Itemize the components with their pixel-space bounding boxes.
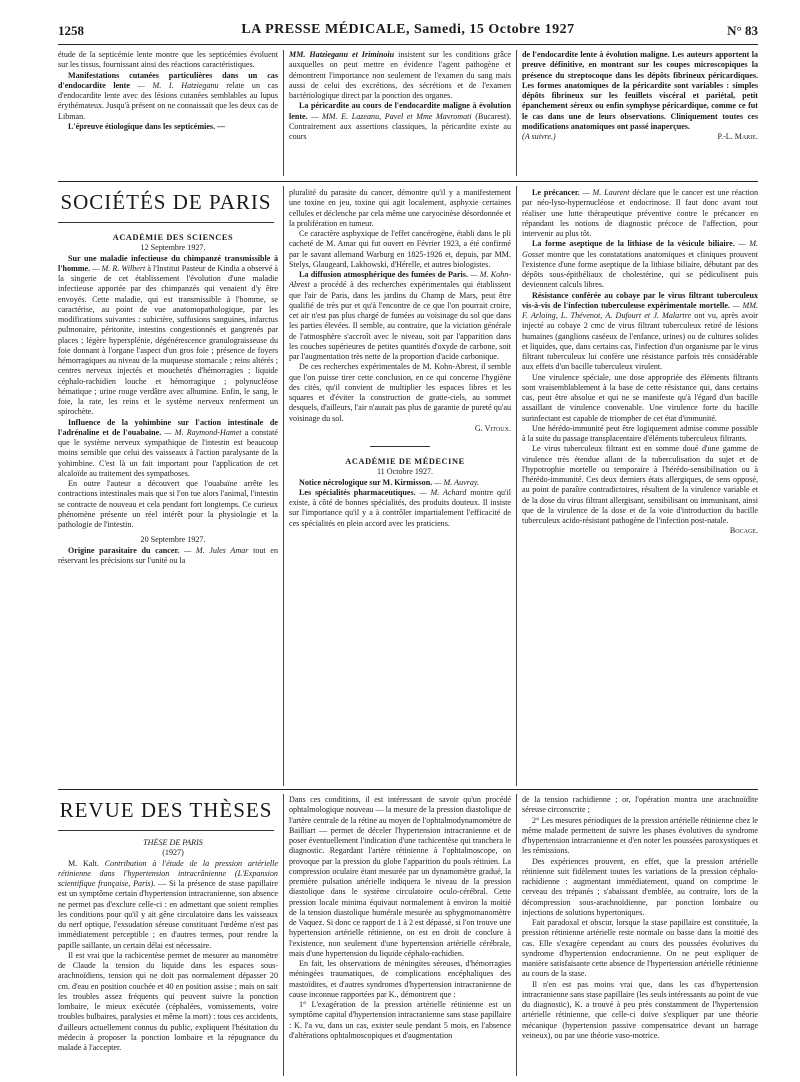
paragraph: De ces recherches expérimentales de M. Kohn-Abrest, il semble que l'on puisse tirer cette conclusion, en ce qui concerne l'hygiène des cités, qu'il convient de multiplier les espaces libres et les squares et d'éviter la construction de gratte-ciels, au sommet desquels, d'ailleurs, l'air n'aurait pas plus de garantie de pureté qu'au voisinage du sol.: [289, 362, 511, 423]
paragraph: Une virulence spéciale, une dose appropriée des éléments filtrants sont vraisemblablement à la base de cette résistance qui, dans certains cas, peut être absolue et qui ne se manifeste qu'à l'égard d'un bacille assaillant de virulence convenable. Une virulence forte du bacille surinfectant est capable de triompher de cet état d'immunité.: [522, 372, 758, 423]
paragraph: En fait, les observations de méningites séreuses, d'hémorragies méningées traumatiques, de complications encéphaliques des mastoïdites, et d'autres syndromes d'hypertension intracranienne de cause inconnue rapportées par K., démontrent que :: [289, 959, 511, 999]
paragraph: Les spécialités pharmaceutiques. — M. Achard montre qu'il existe, à côté de bonnes spécialités, des produits douteux. Il insiste sur l'importance qu'il y a à contrôler impartialement l'efficacité de ces spécialités en plein accord avec les praticiens.: [289, 487, 511, 528]
column-rule: [516, 794, 517, 1076]
paragraph: Il est vrai que la rachicentèse permet de mesurer au manomètre de Claude la tension du liquide dans les espaces sous-arachnoïdiens, tension qui ne doit pas normalement dépasser 20 cm. d'eau en position couchée et 40 en position assise ; mais on sait les troubles assez fréquents qui peuvent suivre la ponction lombaire, le mieux exécutée (céphalées, vomissements, voire troubles bulbaires, paralysies et même la mort) : tous ces accidents, d'ailleurs actuellement connus du public, expliquent l'hésitation du médecin à proposer la ponction lombaire et la répugnance du malade à l'accepter.: [58, 950, 278, 1052]
section-rule: [58, 789, 758, 790]
paragraph: de l'endocardite lente à évolution maligne. Les auteurs apportent la preuve définitive, en montrant sur les coupes microscopiques la présence du streptocoque dans les dépôts fibrineux péricardiques. Les formes anatomiques de la péricardite sont variables : simples dépôts fibrineux sur les feuillets viscéral et pariétal, petit épanchement séreux ou enfin symphyse péricardique, comme ce fut le cas dans une de leurs observations. Cliniquement toutes ces modifications anatomiques ont passé inaperçues.: [522, 50, 758, 131]
entry-heading: Le précancer.: [532, 188, 580, 197]
section-title-theses: REVUE DES THÈSES: [59, 798, 273, 822]
entry-author: — M. Gosset: [522, 239, 758, 259]
entry-author: — M. Achard: [419, 487, 467, 497]
paragraph: Le virus tuberculeux filtrant est en somme doué d'une gamme de virulence très étendue allant de la tuberculisation du sujet et de l'hypotrophie mortelle ou temporaire à l'hérédo-sensibilisation ou à l'hérédo-immunité. Ces deux derniers états allergiques, de sens opposé, au point de paraître contradictoires, résultent de la virulence variable et de la dose du virus filtrant allergisant, sensibilisant ou immunisant, ainsi que de la virulence de la dose et de la voie d'introduction du bacille tuberculeux acido-résistant pathogène de l'infection post-natale.: [522, 444, 758, 525]
issue-number: N° 83: [727, 23, 758, 38]
session-date: 11 Octobre 1927.: [376, 467, 434, 477]
paragraph: M. Kalt. Contribution à l'étude de la pression artérielle rétinienne dans l'hypertension intracrânienne (L'Expansion scientifique française, Paris). — Si la présence de stase papillaire est un symptôme certain d'hypertension intracranienne, son absence ne permet pas d'exclure celle-ci : en admettant que soient remplies les conditions pour qu'il y ait gêne circulatoire dans les vaisseaux du nerf optique, l'exsudation séreuse constituant l'œdème n'est pas immédiatement perceptible ; en d'autres termes, pour rendre la papille saillante, un certain délai est nécessaire.: [58, 858, 278, 950]
entry-heading: Les spécialités pharmaceutiques.: [299, 487, 416, 497]
entry-author: — M. Auvray.: [434, 477, 480, 487]
thesis-author: M. Kalt.: [68, 858, 99, 868]
paragraph: Dans ces conditions, il est intéressant de savoir qu'un procédé ophtalmologique nouveau — la mesure de la pression diastolique de l'artère centrale de la rétine au moyen de l'ophtalmodynamomètre de Bailliart — permet de déceler l'hypertension intracranienne et de poser éventuellement l'indication d'une rachicentèse qui tranchera le diagnostic. Regardant l'artère rétinienne à l'ophtalmoscope, on provoque par la pression du globe l'apparition du pouls rétinien. La compression oculaire étant mesurée par un dynamomètre gradué, la première pulsation artérielle indiquera le niveau de la pression diastolique dans le système circulatoire oculo-cérébral. Cette pression locale minima équivaut normalement à environ la moitié de la tension diastolique humérale mesurée au sphygmomanomètre de Vaquez. Si donc ce rapport de 1 à 2 est dépassé, si l'on trouve une hypertension artérielle rétinienne, on est en droit de conclure à l'existence, non seulement d'une hypertension artérielle cérébrale, mais d'une hypertension du liquide céphalo-rachidien.: [289, 795, 511, 958]
paragraph: [289, 478, 511, 488]
thesis-year: (1927): [162, 848, 184, 858]
title-rule: [58, 222, 274, 223]
top-column-1: [58, 50, 278, 178]
paragraph: Origine parasitaire du cancer. — M. Jules Amar tout en réservant les précisions sur l'unité ou la: [58, 545, 278, 565]
entry-author: — M. Jules Amar: [184, 545, 249, 555]
paragraph: Des expériences prouvent, en effet, que la pression artérielle rétinienne suit fidèlement toutes les variations de la pression céphalo-rachidienne : augmentant immédiatement, quand on comprime le cerveau des trépanés ; s'abaissant d'emblée, au contraire, lors de la décompression sous-arachnoïdienne, par ponction lombaire ou injections de solutions hypertoniques.: [522, 856, 758, 917]
entry-heading: La forme aseptique de la lithiase de la vésicule biliaire.: [532, 239, 735, 249]
entry-heading: Influence de la yohimbine sur l'action intestinale de l'adrénaline et de l'ouabaïne.: [58, 417, 278, 437]
paragraph: La forme aseptique de la lithiase de la vésicule biliaire. — M. Gosset montre que les constatations anatomiques et cliniques prouvent l'existence d'une forme aseptique de la lithiase biliaire, débutant par des dépôts sous-épithéliaux de cholestérine, qui se pédiculisent puis deviennent calculs libres.: [522, 239, 758, 290]
entry-author: — M. Laurent: [582, 188, 630, 197]
paragraph: étude de la septicémie lente montre que les septicémies évoluent sur les tissus, fournissant ainsi des réactions caractéristiques.: [58, 50, 278, 70]
header-rule: [58, 44, 758, 45]
signature-line: (A suivre.) P.-L. Marie.: [522, 132, 758, 141]
paragraph: La diffusion atmosphérique des fumées de Paris. — M. Kohn-Abrest a procédé à des recherches expérimentales qui établissent que l'air de Paris, dans les jardins du Champ de Mars, peut être qualifié de très pur et qu'à l'encontre de ce que l'on pourrait croire, cet air n'est pas plus chargé de fumées au voisinage du sol que dans les parties élevées. Il semble, au contraire, que la viciation générale de l'atmosphère s'accroît avec le niveau, soit par l'apparition dans les couches supérieures de petites quantités d'oxyde de carbone, soit par l'augmentation très nette de la proportion d'acide carbonique.: [289, 270, 511, 361]
column-rule: [283, 186, 284, 786]
entry-author: — M. I. Hatzieganu: [137, 80, 219, 90]
session-date: 20 Septembre 1927.: [140, 535, 206, 545]
paragraph: [58, 122, 278, 132]
paragraph: Sur une maladie infectieuse du chimpanzé transmissible à l'homme. — M. R. Wilbert à l'Institut Pasteur de Kindia a observé à la singerie de cet établissement l'évolution d'une maladie infectieuse apportée par des chimpanzés qui venaient d'y être envoyés. Cette maladie, qui est transmissible à l'homme, se caractérise, au point de vue anatomopathologique, par les modifications suivantes : subictère, suffusions sanguines, infarctus pulmonaire, péritonite, intestins congestionnés et gangrenés par places ; légère hypersplénie, dégénérescence granulograisseuse du foie donnant à l'organe l'aspect d'un gros foie ; présence de foyers hémorragiques au niveau de la muqueuse stomacale ; reins altérés ; centres nerveux injectés et mouchetés d'hémorragies ; liquide céphalo-rachidien louche et hémorragique ; polynucléose hématique ; urine rouge verdâtre avec albumine. Enfin, le sang, le foie, la rate, les reins et le système nerveux renferment un spirochète.: [58, 253, 278, 417]
signature: Bocage.: [729, 526, 758, 536]
entry-author: — MM. F. Arloing, L. Thévenot, A. Dufourt et J. Malartre: [522, 300, 758, 320]
entry-heading: La péricardite au cours de l'endocardite maligne à évolution lente.: [289, 101, 511, 121]
theses-column-1: [58, 838, 278, 1074]
paragraph: pluralité du parasite du cancer, démontre qu'il y a manifestement une toxine en jeu, toxine qui agit localement, asphyxie certaines cellules et déclenche par cela même une caryocinèse désordonnée et la prolifération en tumeur.: [289, 188, 511, 228]
paragraph: Le précancer. — M. Laurent déclare que le cancer est une réaction par néo-lyso-hypernucléose et endocrinose. Il faut donc avant tout réaliser une lutte thérapeutique préventive contre le précancer en répandant les notions de diagnostic précoce de l'affection, pour intervenir au plus tôt.: [522, 188, 758, 238]
column-rule: [516, 186, 517, 786]
paragraph: Ce caractère asphyxique de l'effet cancérogène, établi dans le pli cacheté de M. Amar qui fut ouvert en Février 1923, a été confirmé par le savant allemand Warburg en 1825-1926 et, depuis, par MM. Stelys, Glaugeard, Lakhowski, d'Hérelle, et autres biologistes.: [289, 229, 511, 269]
entry-author: — MM. E. Lazeanu, Pavel et Mme Mavromati: [311, 111, 472, 121]
section-title-societes: SOCIÉTÉS DE PARIS: [60, 190, 272, 214]
top-column-2: [289, 50, 511, 178]
paragraph: MM. Hatzieganu et Iriminoiu insistent sur les conditions grâce auxquelles on peut mettre en évidence l'agent pathogène et démontrent l'importance non seulement de l'examen du sang mais aussi de celui des excrétions, des sécrétions et de l'examen bactériologique direct par la ponction des organes.: [289, 50, 511, 100]
paragraph: de la tension rachidienne ; or, l'opération montra une arachnoïdite séreuse circonscrite ;: [522, 795, 758, 815]
section-rule: [58, 181, 758, 182]
thesis-subheading: THÈSE DE PARIS: [143, 838, 203, 847]
entry-author: MM. Hatzieganu et Iriminoiu: [289, 50, 395, 59]
paragraph: Résistance conférée au cobaye par le virus filtrant tuberculeux vis-à-vis de l'infection tuberculeuse expérimentale mortelle. — MM. F. Arloing, L. Thévenot, A. Dufourt et J. Malartre ont vu, après avoir injecté au cobaye 2 cmc de virus filtrant tuberculeux retiré de lésions humaines (ganglions caséeux de l'enfance, urines) ou de cultures solides et liquides, que, dans certains cas, l'infection d'un organisme par le virus filtrant tuberculeux lui confère une résistance parfois très considérable aux effets d'un bacille tuberculeux virulent.: [522, 290, 758, 372]
page-number: 1258: [58, 23, 84, 38]
column-rule: [283, 794, 284, 1076]
entry-heading: Manifestations cutanées particulières dans un cas d'endocardite lente: [58, 70, 278, 90]
paragraph: Il n'en est pas moins vrai que, dans les cas d'hypertension intracranienne sans stase papillaire (les seuls intéressants au point de vue du diagnostic), K. a trouvé à peu près constamment de l'hypertension artérielle rétinienne, que celle-ci doive s'expliquer par une théorie mécanique (hypertension passive compensatrice devant un barrage veineux), ou par une théorie vaso-motrice.: [522, 979, 758, 1040]
academy-heading: ACADÉMIE DES SCIENCES: [112, 233, 234, 242]
theses-column-3: [522, 795, 758, 1074]
societes-column-2: [289, 188, 511, 786]
societes-column-1: [58, 233, 278, 786]
thesis-title: Contribution à l'étude de la pression artérielle rétinienne dans l'hypertension intracrânienne: [58, 858, 278, 878]
journal-title: LA PRESSE MÉDICALE, Samedi, 15 Octobre 1927: [241, 22, 575, 37]
entry-author: — M. Raymond-Hamet: [164, 427, 242, 437]
signature: G. Vitoux.: [474, 423, 511, 433]
entry-author: — M. Kohn-Abrest: [289, 270, 511, 290]
paragraph: En outre l'auteur a découvert que l'ouabaïne arrête les contractions intestinales mais que si l'on tue alors l'animal, l'intestin se contracte de nouveau et cela pendant fort longtemps. Ce curieux phénomène présente un réel intérêt pour la physiologie et la pathologie de l'intestin.: [58, 479, 278, 529]
paragraph: Influence de la yohimbine sur l'action intestinale de l'adrénaline et de l'ouabaïne. — M. Raymond-Hamet a constaté que le système nerveux sympathique de l'intestin est beaucoup moins sensible que celui des vaisseaux à l'action paralysante de la yohimbine. C'est là un fait important pour l'application de cet alcaloïde au traitement des sympathoses.: [58, 417, 278, 478]
session-date: 12 Septembre 1927.: [140, 243, 206, 253]
entry-heading: L'épreuve étiologique dans les septicémies. —: [68, 121, 226, 131]
paragraph: Fait paradoxal et obscur, lorsque la stase papillaire est constituée, la pression rétinienne artérielle reste normale ou basse dans la moitié des cas. Elle s'exagère cependant au cours des poussées évolutives du syndrome d'hypertension endocranienne. On ne peut expliquer de manière satisfaisante cette absence de l'hypertension artérielle rétinienne au cours de la stase.: [522, 918, 758, 979]
societes-column-3: [522, 188, 758, 786]
theses-column-2: [289, 795, 511, 1074]
entry-heading: Sur une maladie infectieuse du chimpanzé transmissible à l'homme.: [58, 253, 278, 273]
top-column-3: [522, 50, 758, 178]
short-rule: [370, 446, 430, 447]
title-rule: [58, 830, 274, 831]
paragraph: La péricardite au cours de l'endocardite maligne à évolution lente. — MM. E. Lazeanu, Pavel et Mme Mavromati (Bucarest). Contrairement aux assertions classiques, la péricardite existe au cours: [289, 101, 511, 141]
column-rule: [283, 50, 284, 176]
academy-heading: ACADÉMIE DE MÉDECINE: [345, 457, 465, 466]
entry-heading: Notice nécrologique sur M. Kirmisson.: [299, 477, 433, 487]
paragraph: 1° L'exagération de la pression artérielle rétinienne est un symptôme capital d'hypertension intracranienne sans stase papillaire : K. l'a vu, dans un cas, exister seule pendant 5 mois, en l'absence d'altérations ophtalmoscopiques et d'augmentation: [289, 1000, 511, 1040]
running-header: [58, 20, 758, 42]
paragraph: Manifestations cutanées particulières dans un cas d'endocardite lente — M. I. Hatzieganu relate un cas d'endocardite lente avec des lésions cutanées semblables au lupus érythémateux. Jusqu'à présent on ne connaissait que les deux cas de Libman.: [58, 70, 278, 121]
entry-author: — M. R. Wilbert: [92, 263, 146, 273]
entry-heading: Résistance conférée au cobaye par le virus filtrant tuberculeux vis-à-vis de l'infection tuberculeuse expérimentale mortelle.: [522, 290, 758, 310]
entry-heading: La diffusion atmosphérique des fumées de Paris.: [299, 270, 468, 279]
entry-heading: Origine parasitaire du cancer.: [68, 545, 180, 555]
paragraph: 2° Les mesures périodiques de la pression artérielle rétinienne chez le même malade permettent de suivre les phases évolutives du syndrome d'hypertension intracranienne et d'en noter les poussées paroxystiques et les rémissions.: [522, 815, 758, 856]
column-rule: [516, 50, 517, 176]
paragraph: Une hérédo-immunité peut être logiquement admise comme possible à la suite du passage transplacentaire d'éléments tuberculeux filtrants.: [522, 423, 758, 443]
